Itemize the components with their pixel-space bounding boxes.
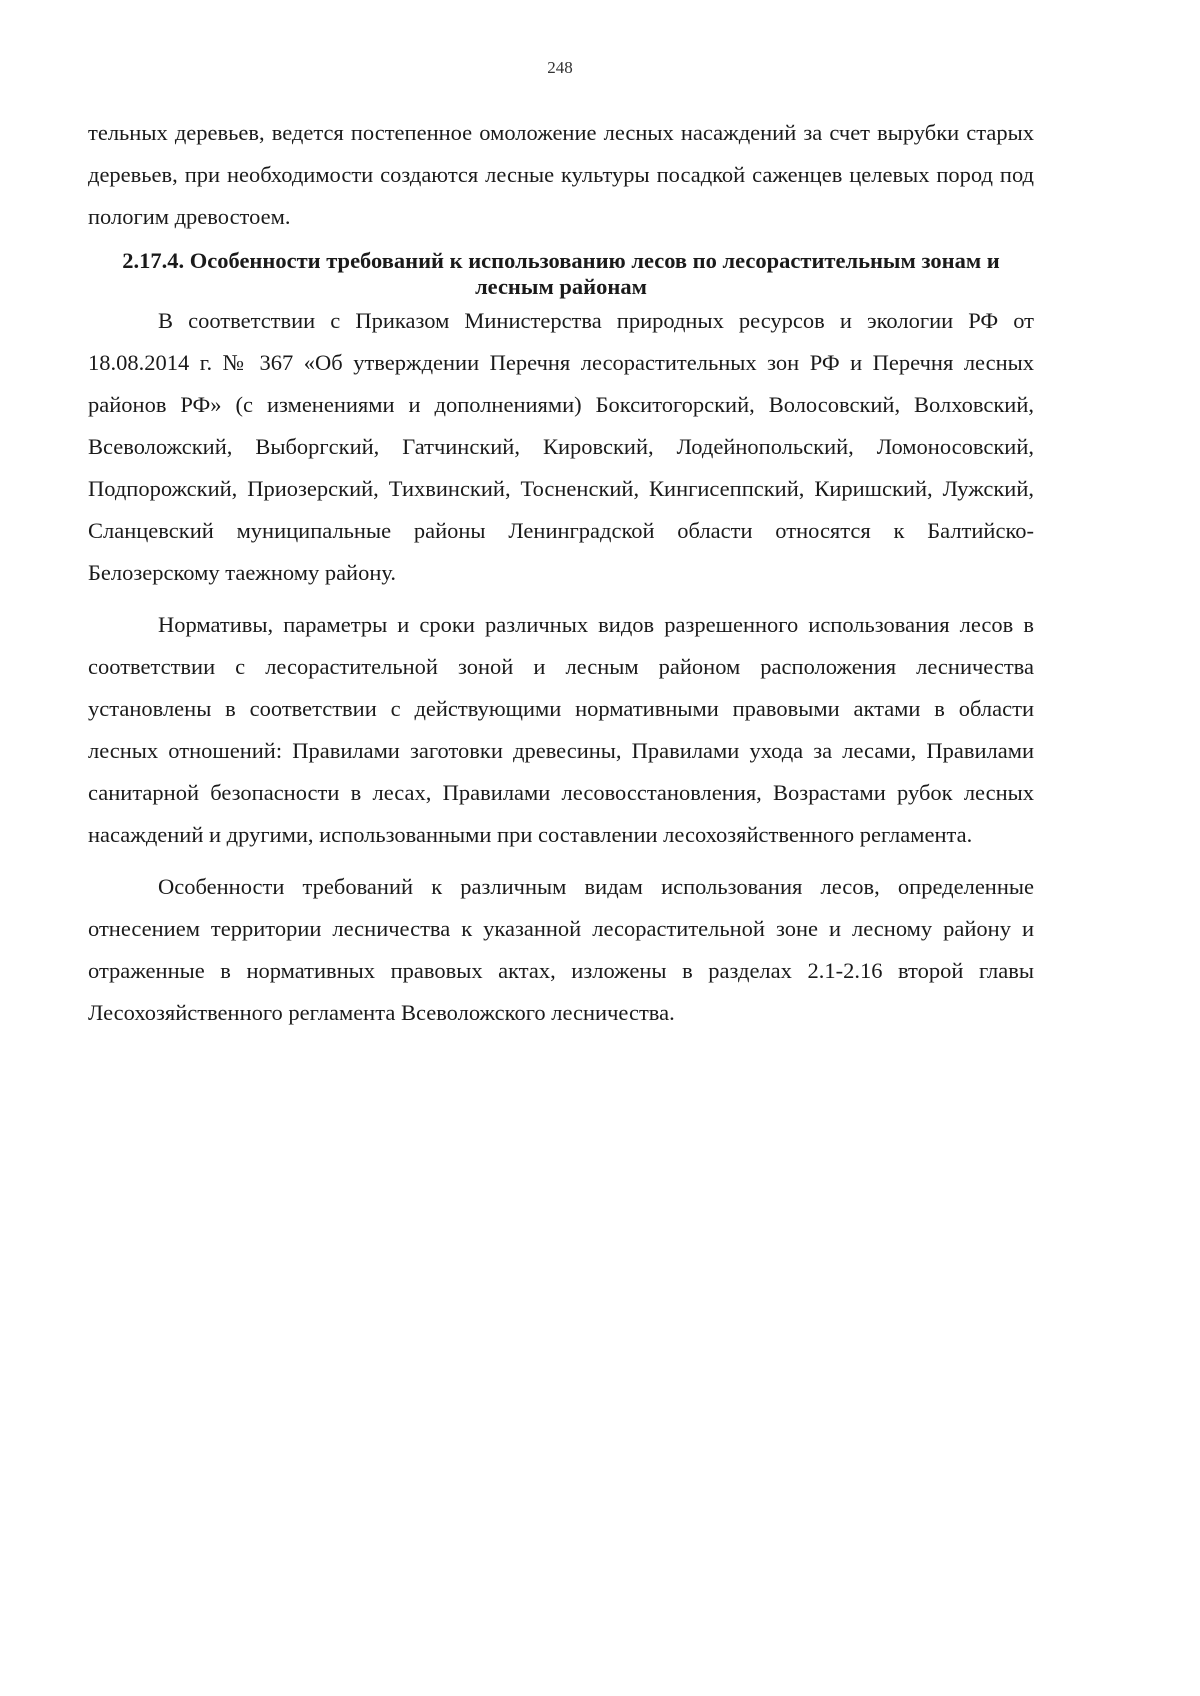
- paragraph-order-reference: В соответствии с Приказом Министерства природных ресурсов и экологии РФ от 18.08.2014 г. № 367 «Об утверждении Перечня лесорастительных зон РФ и Перечня лесных районов РФ» (с изменениями и дополнениями) Бокситогорский, Волосовский, Волховский, Всеволожский, Выборгский, Гатчинский, Кировский, Лодейнопольский, Ломоносовский, Подпорожский, Приозерский, Тихвинский, Тосненский, Кингисеппский, Киришский, Лужский, Сланцевский муниципальные районы Ленинградской области относятся к Балтийско-Белозерскому таежному району.: [88, 308, 1034, 585]
- page-number: 248: [547, 58, 573, 77]
- section-heading: 2.17.4. Особенности требований к использованию лесов по лесорастительным зонам и лесным районам: [122, 248, 1000, 299]
- paragraph-requirements: Особенности требований к различным видам использования лесов, определенные отнесением территории лесничества к указанной лесорастительной зоне и лесному району и отраженные в нормативных правовых актах, изложены в разделах 2.1-2.16 второй главы Лесохозяйственного регламента Всеволожского лесничества.: [88, 874, 1034, 1025]
- paragraph-norms: Нормативы, параметры и сроки различных видов разрешенного использования лесов в соответствии с лесорастительной зоной и лесным районом расположения лесничества установлены в соответствии с действующими нормативными правовыми актами в области лесных отношений: Правилами заготовки древесины, Правилами ухода за лесами, Правилами санитарной безопасности в лесах, Правилами лесовосстановления, Возрастами рубок лесных насаждений и другими, использованными при составлении лесохозяйственного регламента.: [88, 612, 1034, 847]
- continuation-paragraph: тельных деревьев, ведется постепенное омоложение лесных насаждений за счет вырубки старых деревьев, при необходимости создаются лесные культуры посадкой саженцев целевых пород под пологим древостоем.: [88, 120, 1034, 229]
- document-body: [88, 112, 1034, 1034]
